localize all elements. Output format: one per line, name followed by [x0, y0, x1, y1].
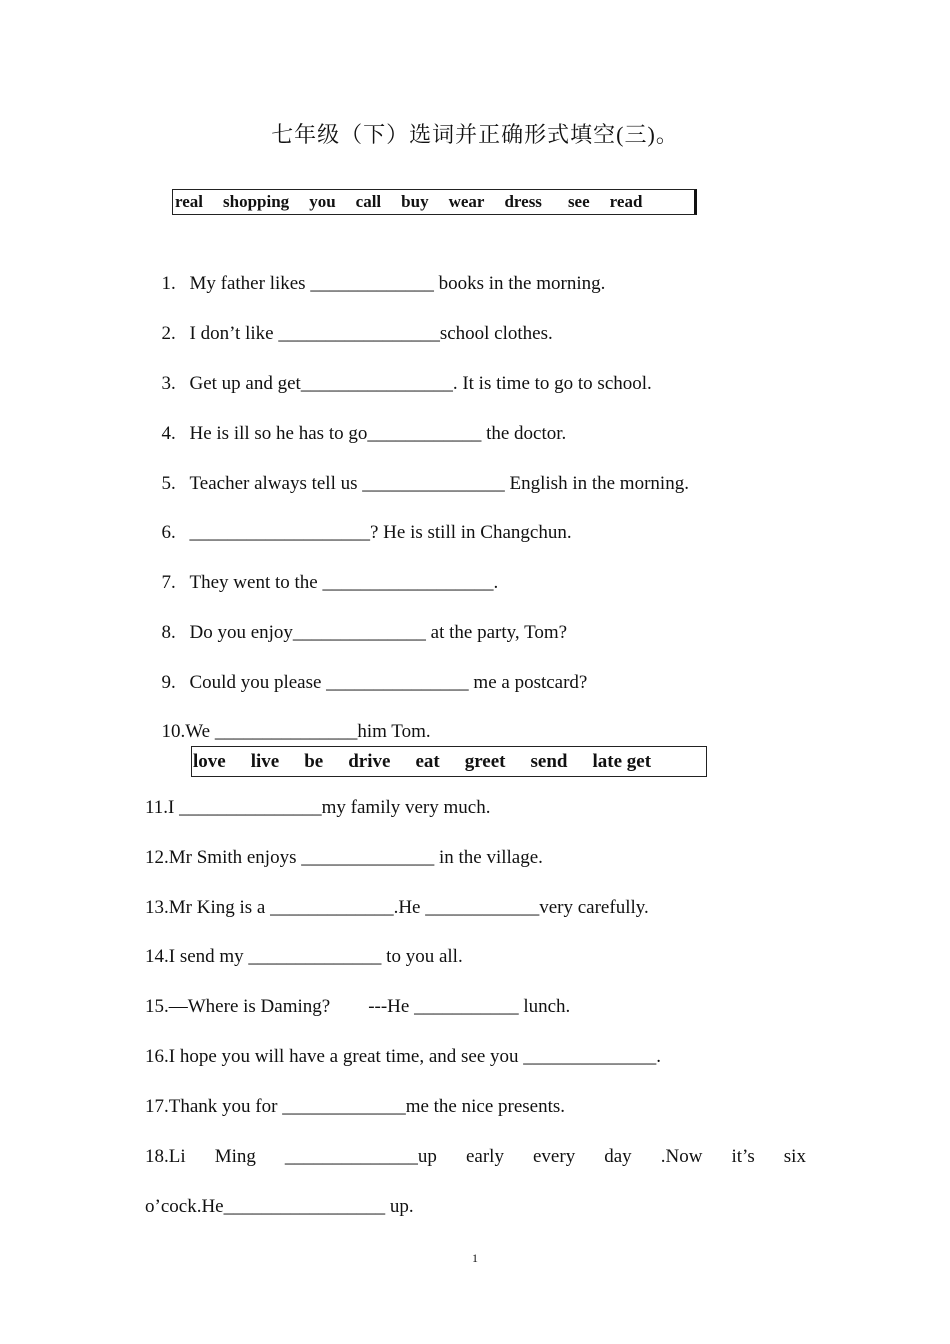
question-11: 11.I _______________my family very much. — [145, 797, 491, 818]
question-text: Teacher always tell us _______________ English in the morning. — [189, 473, 689, 494]
question-2 — [152, 298, 553, 346]
question-text: I don’t like _________________school clothes. — [189, 323, 553, 344]
word-bank-1 — [172, 189, 697, 215]
question-number: 3. — [161, 373, 176, 394]
question-15: 15.—Where is Daming? ---He ___________ lunch. — [145, 996, 571, 1017]
word-bank-2-item: drive — [348, 750, 391, 772]
word-bank-2-item: send — [530, 750, 568, 772]
question-number: 1. — [161, 273, 176, 294]
page-title: 七年级（下）选词并正确形式填空(三)。 — [271, 122, 679, 147]
question-5 — [152, 448, 689, 496]
word-bank-1-item: call — [355, 192, 382, 211]
question-number: 6. — [161, 522, 176, 543]
question-10 — [152, 696, 431, 744]
question-text: They went to the __________________. — [189, 572, 499, 593]
question-17: 17.Thank you for _____________me the nice presents. — [145, 1096, 566, 1117]
question-text: Do you enjoy______________ at the party, Tom? — [189, 622, 568, 643]
question-6 — [152, 497, 572, 545]
question-12: 12.Mr Smith enjoys ______________ in the village. — [145, 847, 543, 868]
question-number: 8. — [161, 622, 176, 643]
question-7 — [152, 547, 498, 595]
question-9 — [152, 647, 587, 695]
question-18-word: Ming — [214, 1146, 256, 1167]
word-bank-1-item: read — [609, 192, 643, 211]
question-text: Could you please _______________ me a postcard? — [189, 672, 588, 693]
word-bank-2-item: live — [250, 750, 280, 772]
question-18-word: every — [533, 1146, 576, 1167]
question-text: He is ill so he has to go____________ the doctor. — [189, 423, 567, 444]
question-8 — [152, 597, 567, 645]
word-bank-1-item: you — [309, 192, 336, 211]
word-bank-2-item: greet — [464, 750, 506, 772]
word-bank-2-item: eat — [415, 750, 440, 772]
word-bank-1-item: buy — [401, 192, 429, 211]
word-bank-2-item: be — [304, 750, 324, 772]
question-18-word: early — [465, 1146, 504, 1167]
question-number: 5. — [161, 473, 176, 494]
word-bank-1-item: shopping — [223, 192, 290, 211]
word-bank-1-item: dress — [504, 192, 542, 211]
question-18-word: 18.Li — [145, 1146, 186, 1167]
question-18-word: ______________up — [284, 1146, 437, 1167]
question-number: 9. — [161, 672, 176, 693]
word-bank-2-item: love — [193, 750, 226, 772]
question-number: 7. — [161, 572, 176, 593]
question-18-line-1 — [145, 1145, 806, 1169]
question-16: 16.I hope you will have a great time, and see you ______________. — [145, 1046, 662, 1067]
page-number: 1 — [472, 1251, 478, 1265]
word-bank-2 — [191, 746, 707, 777]
question-number: 2. — [161, 323, 176, 344]
question-1 — [152, 248, 605, 296]
question-18-word: .Now — [660, 1146, 703, 1167]
question-18-word: it’s — [731, 1146, 755, 1167]
question-18-word: six — [783, 1146, 806, 1167]
word-bank-1-item: real — [175, 192, 204, 211]
question-13: 13.Mr King is a _____________.He ____________very carefully. — [145, 897, 649, 918]
question-text: My father likes _____________ books in the morning. — [189, 273, 606, 294]
question-4 — [152, 398, 566, 446]
question-18-word: day — [604, 1146, 632, 1167]
question-number: 4. — [161, 423, 176, 444]
question-number: 10. — [161, 721, 186, 742]
question-14: 14.I send my ______________ to you all. — [145, 946, 463, 967]
word-bank-1-item: wear — [448, 192, 485, 211]
question-text: Get up and get________________. It is time to go to school. — [189, 373, 652, 394]
question-18-line-2: o’cock.He_________________ up. — [145, 1196, 414, 1217]
question-3 — [152, 348, 652, 396]
question-text: ___________________? He is still in Changchun. — [189, 522, 572, 543]
word-bank-1-item: see — [567, 192, 590, 211]
question-text: We _______________him Tom. — [185, 721, 431, 742]
word-bank-2-item: late get — [592, 750, 652, 772]
